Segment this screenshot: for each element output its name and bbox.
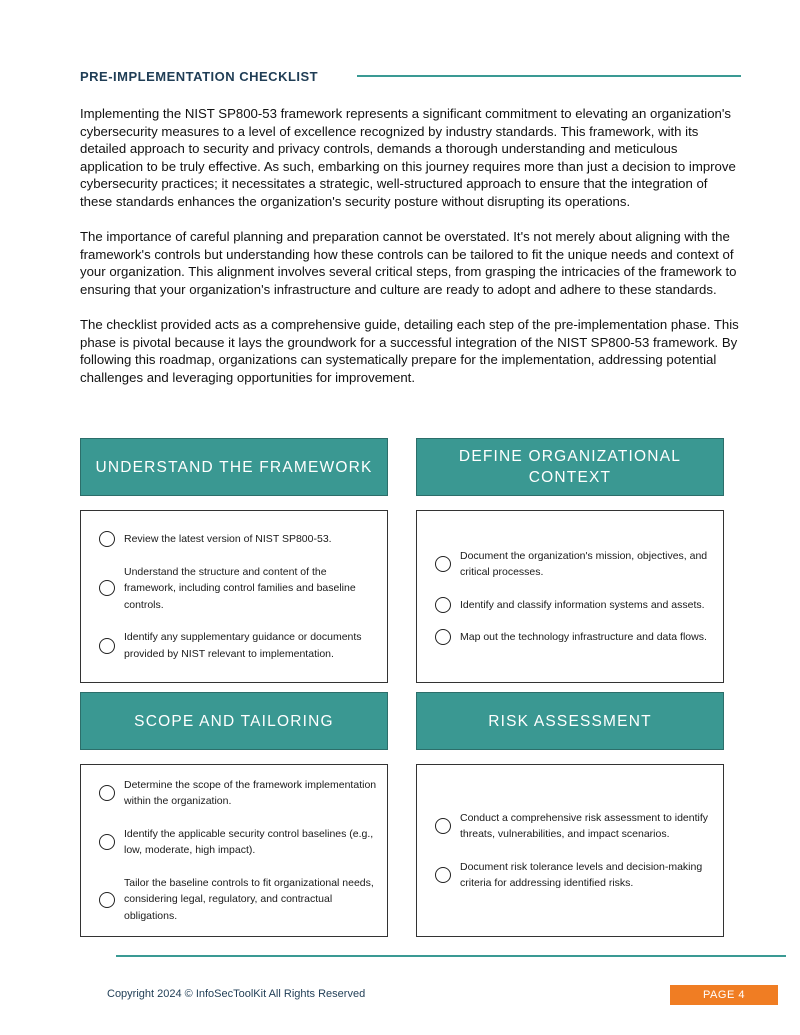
checklist-item-label: Determine the scope of the framework implementation within the organization. [124,778,377,808]
checklist-item[interactable] [99,531,377,548]
checkbox-circle-icon[interactable] [99,834,115,850]
card-risk-assessment-list [416,764,724,937]
intro-paragraph-3: The checklist provided acts as a comprehensive guide, detailing each step of the pre-implementation phase. This phase is pivotal because it lays the groundwork for a successful integration of the NIST SP800-53 framework. By following this roadmap, organizations can systematically prepare for the implementation, addressing potential challenges and leveraging opportunities for improvement. [80,317,739,385]
checkbox-circle-icon[interactable] [435,556,451,572]
checklist-item[interactable] [99,629,377,662]
checklist-item-label: Document the organization's mission, objectives, and critical processes. [460,549,708,578]
checklist-item-label: Identify and classify information systems and assets. [460,598,705,611]
checklist-item-label: Understand the structure and content of the framework, including control families and baseline controls. [124,565,356,611]
checkbox-circle-icon[interactable] [435,867,451,883]
checkbox-circle-icon[interactable] [99,580,115,596]
section-title: PRE-IMPLEMENTATION CHECKLIST [80,69,319,84]
checklist-item-label: Conduct a comprehensive risk assessment to identify threats, vulnerabilities, and impact scenarios. [460,811,709,840]
checklist-item[interactable] [435,629,713,646]
intro-text [80,105,740,404]
footer-divider [116,955,786,957]
intro-paragraph-2: The importance of careful planning and preparation cannot be overstated. It's not merely about aligning with the framework's controls but understanding how these controls can be tailored to fit the unique needs and context of your organization. This alignment involves several critical steps, from grasping the intricacies of the framework to ensuring that your organization's infrastructure and culture are ready to adopt and adhere to these standards. [80,229,737,297]
checkbox-circle-icon[interactable] [99,785,115,801]
checkbox-circle-icon[interactable] [435,818,451,834]
checklist-item[interactable] [435,810,713,843]
card-scope-tailoring-header: SCOPE AND TAILORING [80,692,388,750]
checklist-item[interactable] [99,875,377,925]
checklist-item-label: Review the latest version of NIST SP800-53. [124,533,332,545]
card-understand-framework-list [80,510,388,683]
intro-paragraph-1: Implementing the NIST SP800-53 framework represents a significant commitment to elevating an organization's cybersecurity measures to a level of excellence recognized by industry standards. This framework, with its detailed approach to security and privacy controls, demands a thorough understanding and meticulous application to be truly effective. As such, embarking on this journey requires more than just a decision to improve cybersecurity practices; it necessitates a strategic, well-structured approach to ensure that the integration of these standards enhances the organization's security posture without disrupting its operations. [80,106,736,209]
copyright-text: Copyright 2024 © InfoSecToolKit All Rights Reserved [107,988,366,1000]
card-scope-tailoring-list [80,764,388,937]
checklist-item-label: Document risk tolerance levels and decision-making criteria for addressing identified risks. [460,860,703,889]
checklist-item-label: Identify the applicable security control baselines (e.g., low, moderate, high impact). [124,827,374,857]
checklist-item[interactable] [99,564,377,614]
card-understand-framework-header: UNDERSTAND THE FRAMEWORK [80,438,388,496]
checklist-item-label: Map out the technology infrastructure and data flows. [460,631,707,643]
checkbox-circle-icon[interactable] [435,629,451,645]
checklist-item[interactable] [435,597,713,614]
checkbox-circle-icon[interactable] [99,638,115,654]
card-risk-assessment-header: RISK ASSESSMENT [416,692,724,750]
checklist-item[interactable] [435,859,713,892]
checkbox-circle-icon[interactable] [99,892,115,908]
checklist-item[interactable] [99,777,377,810]
checklist-item-label: Identify any supplementary guidance or documents provided by NIST relevant to implementation. [124,631,362,660]
card-org-context-header: DEFINE ORGANIZATIONAL CONTEXT [416,438,724,496]
checklist-item[interactable] [435,548,713,581]
page-number-badge: PAGE 4 [670,985,778,1005]
title-divider [357,75,741,77]
checklist-item[interactable] [99,826,377,859]
checklist-item-label: Tailor the baseline controls to fit organizational needs, considering legal, regulatory, and contractual obligations. [124,876,374,922]
card-org-context-list [416,510,724,683]
checkbox-circle-icon[interactable] [435,597,451,613]
checkbox-circle-icon[interactable] [99,531,115,547]
